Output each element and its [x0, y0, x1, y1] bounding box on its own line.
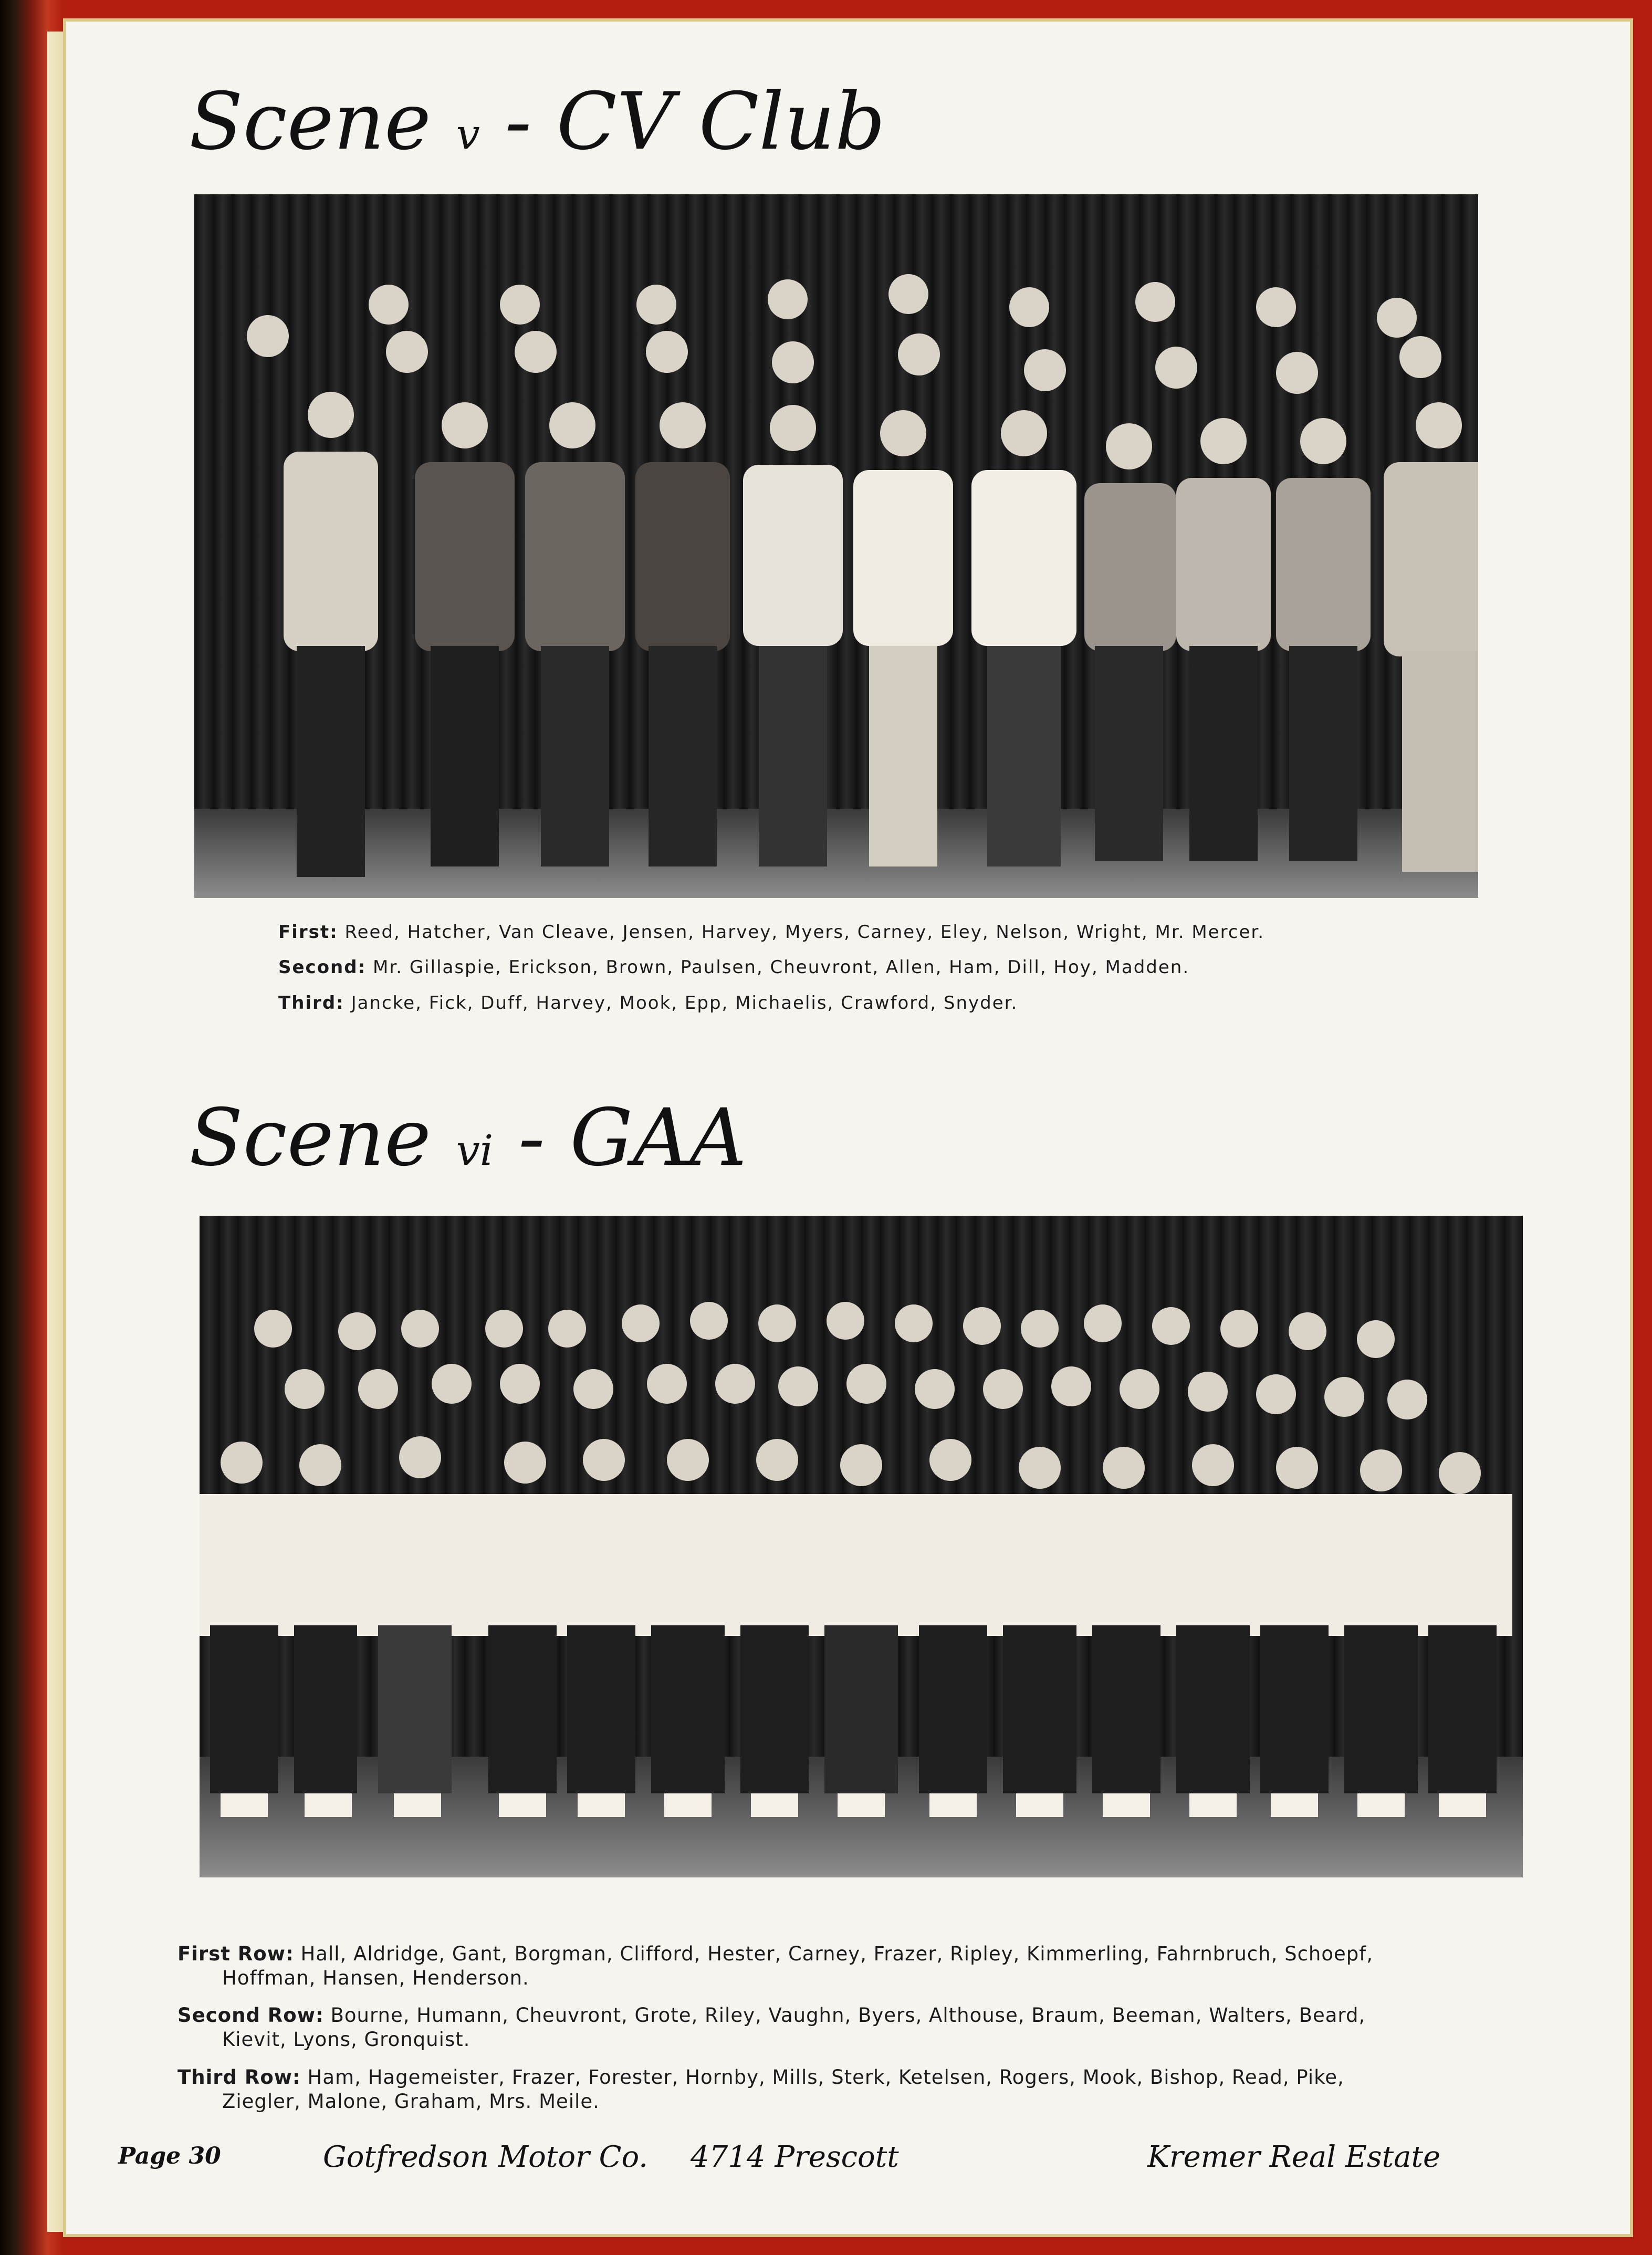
- caption-label: First:: [278, 922, 338, 943]
- caption-first-row: [177, 1942, 1519, 1990]
- caption-third-row: [278, 993, 1018, 1014]
- title-text-b: - CV Club: [479, 76, 885, 168]
- caption-names: Bourne, Humann, Cheuvront, Grote, Riley, Vaughn, Byers, Althouse, Braum, Beeman, Walters, Beard,: [330, 2004, 1366, 2027]
- caption-label: Second Row:: [177, 2004, 324, 2027]
- title-text-b: - GAA: [493, 1092, 747, 1184]
- sponsor-address: 4714 Prescott: [691, 2140, 899, 2174]
- caption-names: Jancke, Fick, Duff, Harvey, Mook, Epp, Michaelis, Crawford, Snyder.: [351, 993, 1018, 1014]
- caption-names: Ham, Hagemeister, Frazer, Forester, Hornby, Mills, Sterk, Ketelsen, Rogers, Mook, Bishop, Read, Pike,: [307, 2066, 1344, 2089]
- title-text-a: Scene: [189, 76, 456, 168]
- caption-second-row: [278, 957, 1189, 978]
- caption-names: Mr. Gillaspie, Erickson, Brown, Paulsen, Cheuvront, Allen, Ham, Dill, Hoy, Madden.: [373, 957, 1190, 978]
- gaa-group-photo: [200, 1216, 1523, 1877]
- page-number: Page 30: [118, 2143, 221, 2169]
- cv-club-group-photo: [194, 194, 1478, 898]
- title-roman-numeral: vi: [456, 1126, 494, 1175]
- sponsor-ad: Kremer Real Estate: [1147, 2140, 1441, 2174]
- caption-first-row: [278, 922, 1264, 943]
- caption-label: Second:: [278, 957, 367, 978]
- caption-names: Hall, Aldridge, Gant, Borgman, Clifford, Hester, Carney, Frazer, Ripley, Kimmerling, Fahrnbruch, Schoepf,: [300, 1943, 1374, 1965]
- section-title-gaa: [189, 1092, 747, 1184]
- group-figures: [194, 194, 1478, 898]
- caption-third-row: [177, 2065, 1519, 2114]
- caption-label: First Row:: [177, 1943, 294, 1965]
- caption-names-continued: Hoffman, Hansen, Henderson.: [222, 1967, 529, 1989]
- caption-names-continued: Kievit, Lyons, Gronquist.: [222, 2028, 470, 2051]
- page-stack-edge: [47, 32, 63, 2232]
- caption-label: Third Row:: [177, 2066, 301, 2089]
- section-title-cv-club: [189, 76, 885, 168]
- title-roman-numeral: v: [456, 110, 480, 159]
- sponsor-ad: Gotfredson Motor Co.: [323, 2140, 648, 2174]
- caption-label: Third:: [278, 993, 344, 1014]
- group-figures: [200, 1216, 1523, 1877]
- title-text-a: Scene: [189, 1092, 456, 1184]
- caption-names: Reed, Hatcher, Van Cleave, Jensen, Harvey, Myers, Carney, Eley, Nelson, Wright, Mr. Mercer.: [344, 922, 1265, 943]
- caption-names-continued: Ziegler, Malone, Graham, Mrs. Meile.: [222, 2090, 600, 2113]
- caption-second-row: [177, 2003, 1519, 2052]
